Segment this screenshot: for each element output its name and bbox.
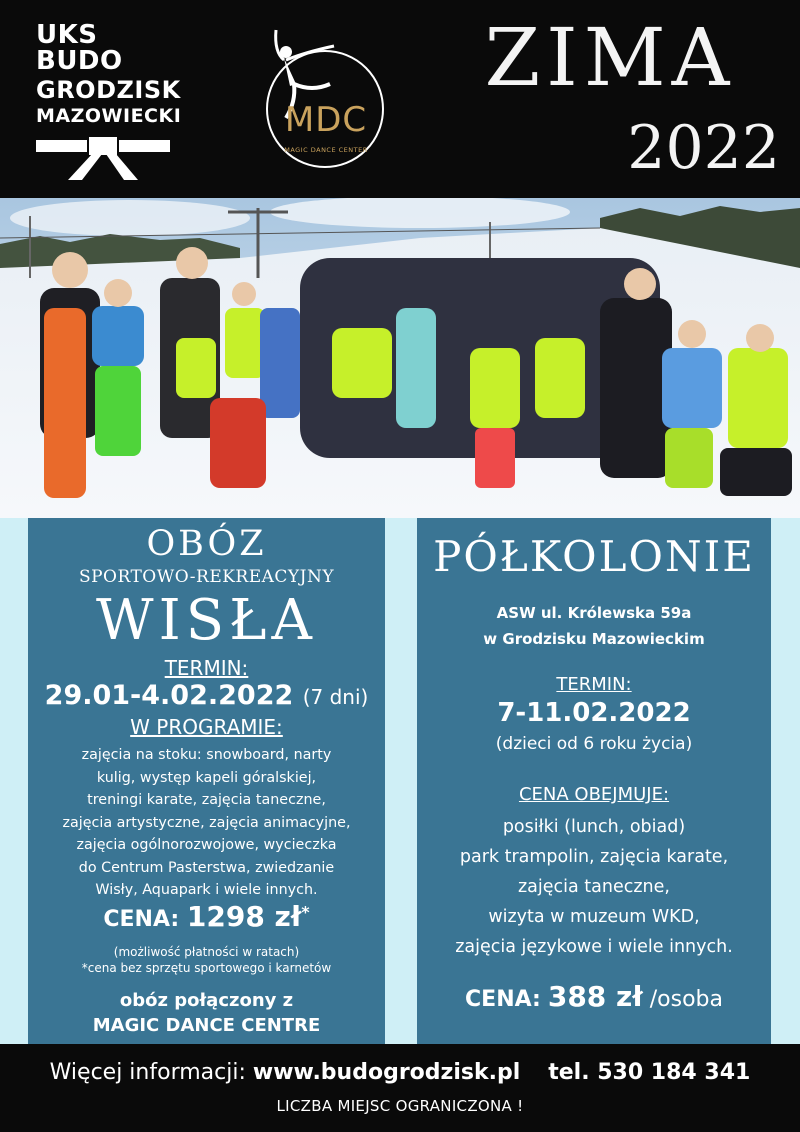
program-line: treningi karate, zajęcia taneczne,	[87, 792, 326, 808]
camp-price-mark: *	[301, 902, 310, 922]
day-camp-includes-list	[417, 812, 771, 962]
program-line: zajęcia artystyczne, zajęcia animacyjne,	[62, 814, 351, 831]
footer	[0, 1044, 800, 1132]
camp-termin-label: TERMIN:	[164, 656, 249, 680]
program-line: do Centrum Pasterstwa, zwiedzanie	[78, 859, 335, 876]
camp-title: OBÓZ	[146, 524, 267, 564]
camp-note-line1: (możliwość płatności w ratach)	[113, 945, 300, 959]
camp-joined-line2: MAGIC DANCE CENTRE	[92, 1015, 321, 1036]
day-camp-price-unit: /osoba	[649, 987, 723, 1012]
club-name-line2: GRODZISK	[36, 76, 181, 104]
camp-program-list	[28, 744, 385, 902]
address-line1: ASW ul. Królewska 59a	[496, 604, 692, 622]
camp-joined-line1: obóz połączony z	[119, 990, 294, 1011]
day-camp-price-label: CENA:	[465, 987, 541, 1012]
footer-phone[interactable]: tel. 530 184 341	[548, 1060, 751, 1085]
footer-info-label: Więcej informacji:	[49, 1060, 246, 1085]
day-camp-price: 388 zł	[547, 980, 643, 1013]
day-camp-panel	[417, 518, 771, 1044]
year: 2022	[627, 113, 780, 183]
address-line2: w Grodzisku Mazowieckim	[483, 630, 705, 648]
includes-line: zajęcia taneczne,	[518, 877, 670, 897]
camp-price-label: CENA:	[103, 907, 180, 932]
camp-joined	[28, 988, 385, 1038]
camp-note-line2: *cena bez sprzętu sportowego i karnetów	[81, 961, 332, 975]
footer-limit: LICZBA MIEJSC OGRANICZONA !	[276, 1097, 524, 1115]
camp-program-label: W PROGRAMIE:	[130, 715, 283, 739]
header	[0, 0, 800, 198]
includes-line: wizyta w muzeum WKD,	[488, 907, 700, 927]
day-camp-includes-label: CENA OBEJMUJE:	[518, 784, 670, 805]
program-line: zajęcia ogólnorozwojowe, wycieczka	[76, 837, 337, 853]
mdc-letters: MDC	[284, 100, 368, 140]
includes-line: park trampolin, zajęcia karate,	[459, 847, 729, 867]
karate-belt-icon	[36, 134, 170, 180]
includes-line: posiłki (lunch, obiad)	[502, 817, 686, 837]
day-camp-termin-label: TERMIN:	[556, 674, 632, 695]
camp-date-row	[28, 680, 385, 711]
club-logo	[36, 20, 182, 180]
camp-duration: (7 dni)	[302, 685, 369, 709]
ski-slope-photo	[0, 198, 800, 518]
camp-date: 29.01-4.02.2022	[44, 680, 294, 711]
camp-price-note	[28, 944, 385, 976]
club-name-line3: MAZOWIECKI	[36, 105, 182, 127]
program-line: zajęcia na stoku: snowboard, narty	[81, 747, 332, 763]
footer-website-link[interactable]: www.budogrodzisk.pl	[252, 1060, 521, 1085]
camp-place: WISŁA	[96, 588, 317, 653]
day-camp-date: 7-11.02.2022	[497, 698, 691, 728]
group-photo	[0, 198, 800, 518]
day-camp-age: (dzieci od 6 roku życia)	[495, 734, 693, 754]
day-camp-address	[417, 600, 771, 652]
mdc-logo	[256, 22, 396, 172]
day-camp-title: PÓŁKOLONIE	[433, 532, 755, 581]
program-line: kulig, występ kapeli góralskiej,	[96, 769, 317, 786]
includes-line: zajęcia językowe i wiele innych.	[455, 937, 733, 957]
camp-subtitle: SPORTOWO-REKREACYJNY	[78, 567, 335, 587]
day-camp-price-row	[417, 980, 771, 1013]
camp-price-row	[28, 900, 385, 933]
camp-price: 1298 zł	[186, 900, 302, 933]
footer-info-row	[0, 1060, 800, 1085]
info-panels	[0, 518, 800, 1044]
camp-panel	[28, 518, 385, 1044]
page-title: ZIMA	[484, 11, 736, 104]
club-name-line1: UKS BUDO	[36, 20, 123, 76]
program-line: Wisły, Aquapark i wiele innych.	[95, 882, 318, 898]
mdc-subtitle: MAGIC DANCE CENTER	[284, 146, 368, 154]
